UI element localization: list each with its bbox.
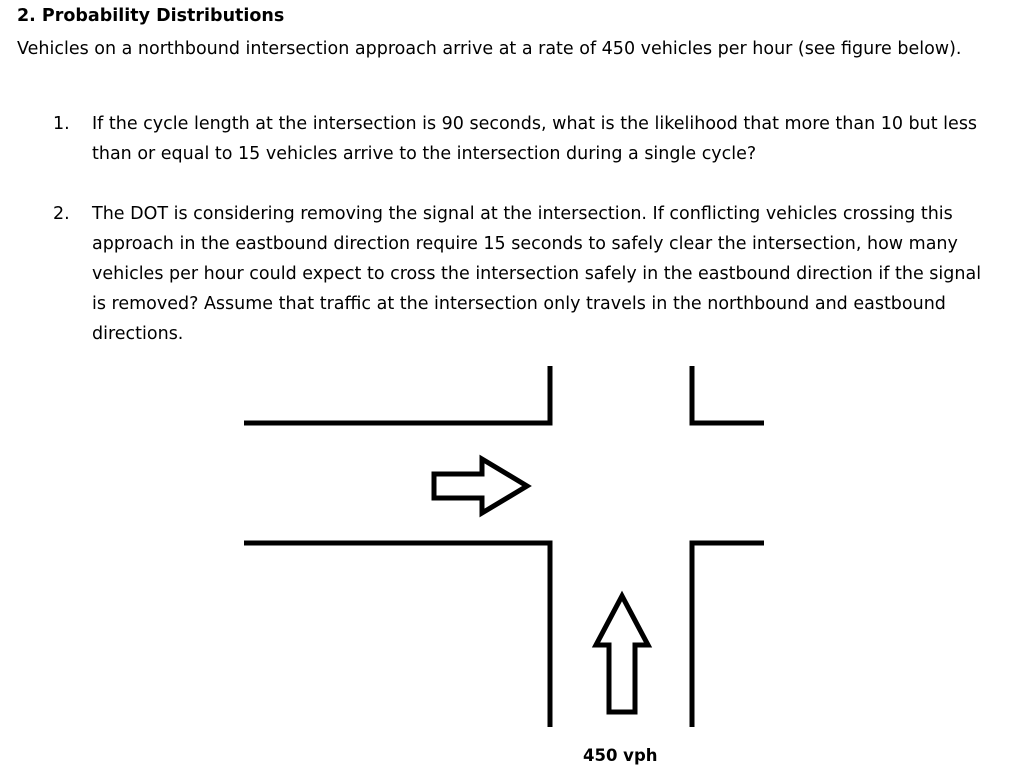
section-heading: 2. Probability Distributions (17, 6, 285, 26)
road-edge-northeast (692, 366, 764, 423)
question-1-text: If the cycle length at the intersection is 90 seconds, what is the likelihood that more than 10 but less than or equal to 15 vehicles arrive to the intersection during a single cycle? (92, 114, 978, 164)
eastbound-arrow-icon (434, 459, 527, 513)
road-edge-southeast (692, 543, 764, 727)
intro-paragraph: Vehicles on a northbound intersection approach arrive at a rate of 450 vehicles per hour (see figure below). (17, 39, 962, 59)
question-2-text: The DOT is considering removing the signal at the intersection. If conflicting vehicles crossing this approach in the eastbound direction require 15 seconds to safely clear the intersection, how many vehicles per hour could expect to cross the intersection safely in the eastbound direction if the signal is removed? Assume that traffic at the intersection only travels in the northbound and eastbound directions. (92, 204, 982, 344)
road-edge-northwest (244, 366, 550, 423)
question-1-number: 1. (53, 114, 70, 134)
northbound-arrow-icon (596, 596, 648, 712)
road-edge-southwest (244, 543, 550, 727)
northbound-flow-label: 450 vph (583, 746, 658, 765)
question-2-number: 2. (53, 204, 70, 224)
